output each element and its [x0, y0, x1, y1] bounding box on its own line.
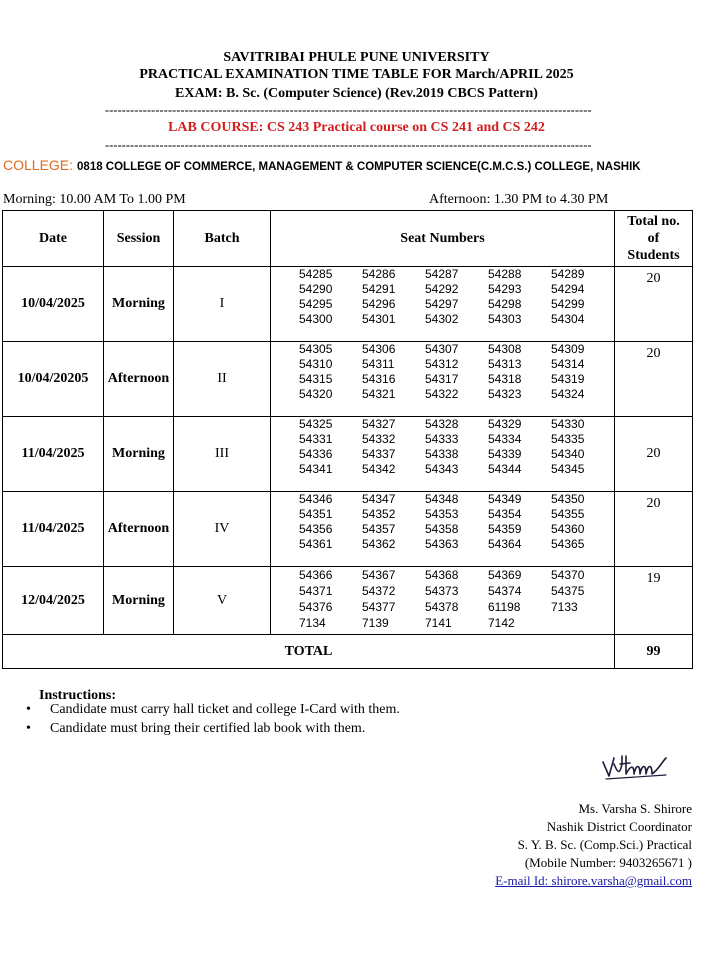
separator-bottom: --------------------------------------------------------------------------------------------------------------------	[105, 138, 592, 152]
row-session: Morning	[104, 267, 174, 342]
seat-number: 54376	[299, 600, 333, 614]
seat-number: 54299	[551, 297, 585, 311]
total-label: TOTAL	[3, 635, 615, 669]
total-row	[3, 635, 693, 669]
seat-number: 54287	[425, 267, 459, 281]
college-label: COLLEGE:	[3, 157, 74, 173]
seat-number: 54349	[488, 492, 522, 506]
row-seat-numbers	[271, 492, 615, 567]
seat-number: 54290	[299, 282, 333, 296]
seat-number: 54328	[425, 417, 459, 431]
seat-number: 54286	[362, 267, 396, 281]
table-row	[3, 567, 693, 635]
row-date: 12/04/2025	[3, 567, 104, 635]
seat-number: 54327	[362, 417, 396, 431]
seat-number: 54361	[299, 537, 333, 551]
seat-grid	[271, 567, 614, 631]
seat-number: 54323	[488, 387, 522, 401]
college-line	[3, 157, 641, 175]
seat-number: 54363	[425, 537, 459, 551]
seat-number: 54285	[299, 267, 333, 281]
seat-number: 54354	[488, 507, 522, 521]
seat-number: 54325	[299, 417, 333, 431]
seat-grid	[271, 417, 614, 477]
seat-number: 54352	[362, 507, 396, 521]
signatory-mobile: (Mobile Number: 9403265671 )	[524, 855, 692, 870]
seat-number: 54307	[425, 342, 459, 356]
row-total: 20	[615, 342, 693, 417]
seat-number: 54310	[299, 357, 333, 371]
seat-number: 54308	[488, 342, 522, 356]
seat-number: 54370	[551, 568, 585, 582]
seat-number: 54347	[362, 492, 396, 506]
header-total-line2: of	[647, 231, 660, 246]
seat-number: 54358	[425, 522, 459, 536]
seat-number: 54289	[551, 267, 585, 281]
seat-number: 54365	[551, 537, 585, 551]
seat-number	[551, 615, 614, 631]
row-date: 10/04/2025	[3, 267, 104, 342]
seat-number: 54295	[299, 297, 333, 311]
seat-number: 54303	[488, 312, 522, 326]
seat-number: 54335	[551, 432, 585, 446]
seat-number: 54322	[425, 387, 459, 401]
seat-number: 54375	[551, 584, 585, 598]
table-row	[3, 492, 693, 567]
seat-number: 54293	[488, 282, 522, 296]
seat-number: 7133	[551, 600, 578, 614]
signatory-name: Ms. Varsha S. Shirore	[578, 801, 692, 816]
table-header-row	[3, 211, 693, 267]
header-date: Date	[3, 211, 104, 267]
row-session: Morning	[104, 567, 174, 635]
seat-number: 54320	[299, 387, 333, 401]
row-batch: IV	[174, 492, 271, 567]
header-total	[615, 211, 693, 267]
exam-course: EXAM: B. Sc. (Computer Science) (Rev.2019 CBCS Pattern)	[175, 86, 538, 101]
seat-number: 54377	[362, 600, 396, 614]
seat-number: 61198	[488, 600, 521, 614]
instructions-title: Instructions:	[39, 688, 117, 703]
seat-number: 54298	[488, 297, 522, 311]
seat-number: 54343	[425, 462, 459, 476]
seat-number: 54304	[551, 312, 585, 326]
seat-number: 54334	[488, 432, 522, 446]
seat-number: 54338	[425, 447, 459, 461]
seat-number: 54309	[551, 342, 585, 356]
seat-number: 7141	[425, 616, 452, 630]
signature-image	[600, 752, 672, 782]
seat-number: 54292	[425, 282, 459, 296]
seat-number: 54302	[425, 312, 459, 326]
seat-number: 54341	[299, 462, 333, 476]
seat-number: 54301	[362, 312, 396, 326]
row-session: Afternoon	[104, 342, 174, 417]
seat-number: 54340	[551, 447, 585, 461]
signatory-course: S. Y. B. Sc. (Comp.Sci.) Practical	[517, 837, 692, 852]
seat-number: 54371	[299, 584, 333, 598]
seat-number: 54364	[488, 537, 522, 551]
total-value: 99	[615, 635, 693, 669]
seat-number: 54353	[425, 507, 459, 521]
seat-number: 54342	[362, 462, 396, 476]
seat-number: 7142	[488, 616, 515, 630]
seat-number: 54346	[299, 492, 333, 506]
seat-number: 54297	[425, 297, 459, 311]
row-date: 11/04/2025	[3, 417, 104, 492]
row-batch: I	[174, 267, 271, 342]
lab-course: LAB COURSE: CS 243 Practical course on CS 241 and CS 242	[168, 120, 545, 135]
table-row	[3, 267, 693, 342]
seat-number: 54306	[362, 342, 396, 356]
seat-number: 54312	[425, 357, 459, 371]
seat-number: 7134	[299, 616, 326, 630]
seat-number: 54332	[362, 432, 396, 446]
seat-number: 54331	[299, 432, 333, 446]
seat-number: 54360	[551, 522, 585, 536]
seat-number: 54318	[488, 372, 522, 386]
seat-number: 54300	[299, 312, 333, 326]
seat-number: 54330	[551, 417, 585, 431]
seat-number: 54319	[551, 372, 585, 386]
row-total: 20	[615, 417, 693, 492]
university-name: SAVITRIBAI PHULE PUNE UNIVERSITY	[223, 50, 490, 65]
afternoon-time: Afternoon: 1.30 PM to 4.30 PM	[429, 192, 609, 207]
seat-number: 54344	[488, 462, 522, 476]
seat-number: 54315	[299, 372, 333, 386]
seat-number: 54305	[299, 342, 333, 356]
separator-top: --------------------------------------------------------------------------------------------------------------------	[105, 103, 592, 117]
seat-number: 54296	[362, 297, 396, 311]
seat-grid	[271, 492, 614, 552]
seat-number: 7139	[362, 616, 389, 630]
seat-number: 54351	[299, 507, 333, 521]
seat-number: 54374	[488, 584, 522, 598]
row-date: 10/04/20205	[3, 342, 104, 417]
seat-number: 54294	[551, 282, 585, 296]
row-batch: III	[174, 417, 271, 492]
seat-number: 54336	[299, 447, 333, 461]
seat-number: 54339	[488, 447, 522, 461]
row-seat-numbers	[271, 567, 615, 635]
table-row	[3, 342, 693, 417]
row-seat-numbers	[271, 267, 615, 342]
instructions-list	[22, 700, 400, 738]
exam-title: PRACTICAL EXAMINATION TIME TABLE FOR March/APRIL 2025	[139, 67, 574, 82]
seat-number: 54356	[299, 522, 333, 536]
table-row	[3, 417, 693, 492]
seat-number: 54359	[488, 522, 522, 536]
college-name: 0818 COLLEGE OF COMMERCE, MANAGEMENT & COMPUTER SCIENCE(C.M.C.S.) COLLEGE, NASHIK	[77, 161, 641, 173]
seat-number: 54369	[488, 568, 522, 582]
seat-number: 54314	[551, 357, 585, 371]
email-link[interactable]: E-mail Id: shirore.varsha@gmail.com	[495, 873, 692, 888]
seat-number: 54291	[362, 282, 396, 296]
seat-number: 54357	[362, 522, 396, 536]
seat-number: 54373	[425, 584, 459, 598]
seat-number: 54324	[551, 387, 585, 401]
timetable	[2, 210, 693, 669]
seat-number: 54348	[425, 492, 459, 506]
morning-time: Morning: 10.00 AM To 1.00 PM	[3, 192, 186, 207]
row-total: 20	[615, 267, 693, 342]
seat-number: 54378	[425, 600, 459, 614]
signatory-email	[392, 872, 692, 890]
seat-number: 54367	[362, 568, 396, 582]
signatory-role: Nashik District Coordinator	[546, 819, 692, 834]
row-batch: II	[174, 342, 271, 417]
instruction-item: • Candidate must bring their certified lab book with them.	[22, 719, 400, 738]
seat-number: 54329	[488, 417, 522, 431]
row-batch: V	[174, 567, 271, 635]
seat-number: 54350	[551, 492, 585, 506]
row-total: 19	[615, 567, 693, 635]
row-date: 11/04/2025	[3, 492, 104, 567]
seat-number: 54345	[551, 462, 585, 476]
seat-number: 54362	[362, 537, 396, 551]
instruction-item: • Candidate must carry hall ticket and college I-Card with them.	[22, 700, 400, 719]
header-total-line3: Students	[627, 248, 680, 263]
seat-number: 54337	[362, 447, 396, 461]
seat-grid	[271, 342, 614, 402]
row-total: 20	[615, 492, 693, 567]
seat-number: 54317	[425, 372, 459, 386]
row-seat-numbers	[271, 342, 615, 417]
seat-number: 54333	[425, 432, 459, 446]
seat-number: 54368	[425, 568, 459, 582]
row-seat-numbers	[271, 417, 615, 492]
seat-number: 54321	[362, 387, 396, 401]
seat-number: 54313	[488, 357, 522, 371]
seat-number: 54288	[488, 267, 522, 281]
seat-number: 54355	[551, 507, 585, 521]
seat-number: 54372	[362, 584, 396, 598]
header-total-line1: Total no.	[627, 214, 680, 229]
seat-number: 54366	[299, 568, 333, 582]
header-session: Session	[104, 211, 174, 267]
row-session: Morning	[104, 417, 174, 492]
row-session: Afternoon	[104, 492, 174, 567]
header-seat-numbers: Seat Numbers	[271, 211, 615, 267]
seat-number: 54316	[362, 372, 396, 386]
seat-grid	[271, 267, 614, 327]
header-batch: Batch	[174, 211, 271, 267]
seat-number: 54311	[362, 357, 395, 371]
